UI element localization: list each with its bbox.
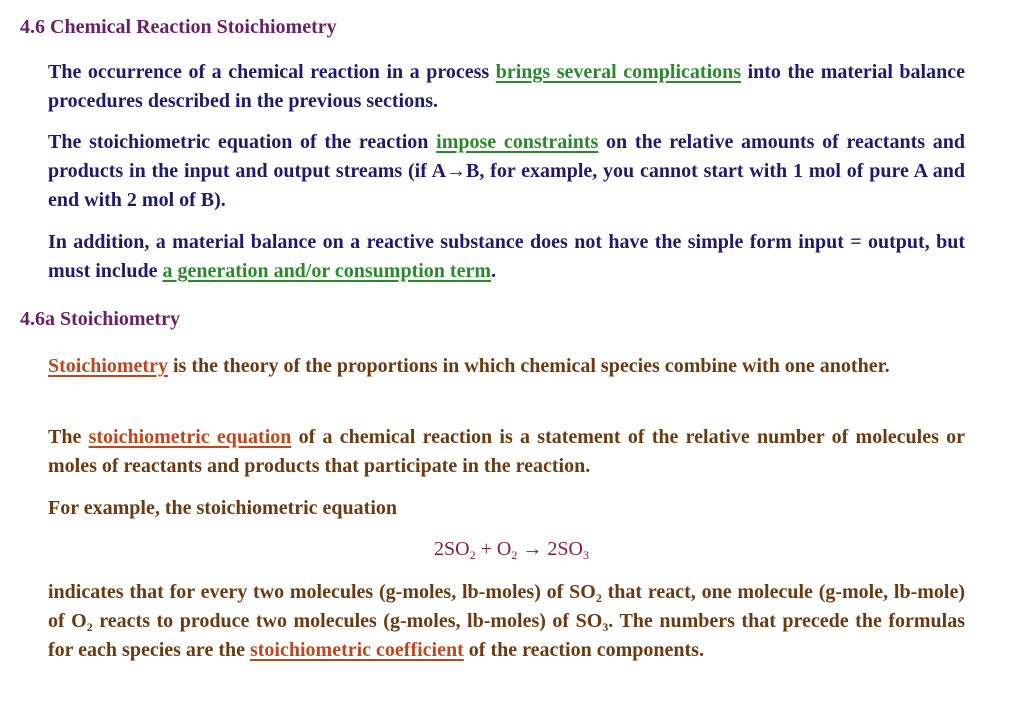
- text: of the reaction components.: [463, 639, 704, 661]
- subscript: 2: [86, 620, 93, 634]
- key-term-complications: brings several complications: [495, 61, 742, 83]
- key-term-generation-consumption: a generation and/or consumption term: [162, 260, 491, 282]
- text: that react, one molecule (g-mole, lb-mole) of O: [48, 581, 965, 632]
- text: The occurrence of a chemical reaction in a process: [48, 61, 496, 83]
- text: of a chemical reaction is a statement of the relative number of molecules or moles of reactants and products that participate in the reaction.: [48, 426, 965, 477]
- section-heading-4-6: 4.6 Chemical Reaction Stoichiometry: [20, 16, 337, 38]
- chemical-equation: [0, 538, 1023, 561]
- paragraph-for-example: For example, the stoichiometric equation: [48, 497, 398, 519]
- section-heading-4-6a: 4.6a Stoichiometry: [20, 308, 180, 330]
- text: In addition, a material balance on a reactive substance does not have the simple form input = output, but must include: [48, 231, 965, 282]
- paragraph-generation-term: [48, 228, 965, 286]
- eq-arrow: → 2SO: [517, 538, 583, 560]
- text: on the relative amounts of reactants and products in the input and output streams (if A→B, for example, you cannot start with 1 mol of pure A and end with 2 mol of B).: [48, 131, 965, 211]
- eq-plus: + O: [475, 538, 512, 560]
- subscript: 3: [602, 620, 609, 634]
- paragraph-stoichiometry-definition: [48, 352, 965, 381]
- text: into the material balance procedures described in the previous sections.: [48, 61, 965, 112]
- paragraph-stoichiometric-equation: [48, 423, 965, 481]
- key-term-constraints: impose constraints: [436, 131, 599, 153]
- key-term-stoichiometry: Stoichiometry: [48, 355, 168, 377]
- paragraph-interpretation: [48, 578, 965, 665]
- eq-subscript: 2: [469, 548, 476, 562]
- text: indicates that for every two molecules (g-moles, lb-moles) of SO: [48, 581, 596, 603]
- paragraph-constraints: [48, 128, 965, 215]
- eq-subscript: 2: [511, 548, 518, 562]
- text: is the theory of the proportions in which chemical species combine with one another.: [167, 355, 890, 377]
- text: The stoichiometric equation of the reaction: [48, 131, 437, 153]
- eq-subscript: 3: [582, 548, 589, 562]
- paragraph-complications: [48, 58, 965, 116]
- text: . The numbers that precede the formulas for each species are the: [48, 610, 966, 661]
- text: reacts to produce two molecules (g-moles, lb-moles) of SO: [92, 610, 603, 632]
- key-term-stoichiometric-equation: stoichiometric equation: [88, 426, 292, 448]
- key-term-stoichiometric-coefficient: stoichiometric coefficient: [249, 639, 464, 661]
- eq-term: 2SO: [434, 538, 470, 560]
- text: The: [48, 426, 89, 448]
- subscript: 2: [595, 591, 602, 605]
- text: .: [490, 260, 496, 282]
